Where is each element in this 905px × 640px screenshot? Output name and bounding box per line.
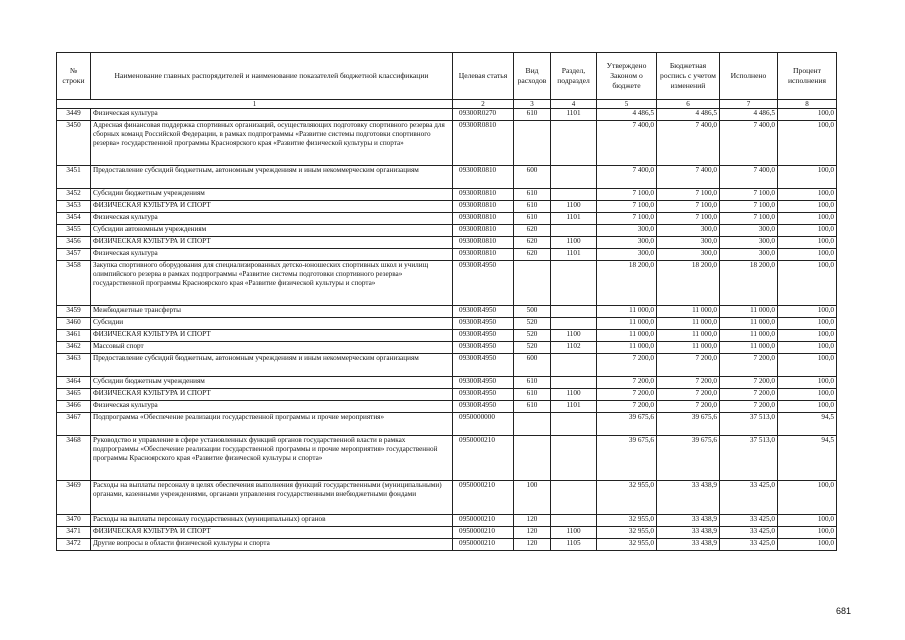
row-number: 3469 [57, 481, 91, 515]
row-schedule: 18 200,0 [657, 261, 720, 306]
row-number: 3454 [57, 213, 91, 225]
row-type: 520 [514, 318, 551, 330]
index-cell: 6 [657, 100, 720, 109]
header-type: Вид расходов [514, 53, 551, 100]
row-executed: 7 100,0 [720, 213, 778, 225]
row-schedule: 39 675,6 [657, 413, 720, 436]
row-name: Закупка спортивного оборудования для специализированных детско-юношеских спортивных школ и училищ олимпийского резерва в рамках подпрограммы «Развитие системы подготовки спортивного резерва» государственной программы Красноярского края «Развитие физической культуры и спорта» [91, 261, 453, 306]
row-executed: 33 425,0 [720, 527, 778, 539]
row-section: 1101 [551, 109, 597, 121]
row-section: 1100 [551, 201, 597, 213]
row-number: 3458 [57, 261, 91, 306]
row-type: 610 [514, 401, 551, 413]
row-name: Субсидии бюджетным учреждениям [91, 377, 453, 389]
budget-table [56, 52, 837, 551]
row-name: ФИЗИЧЕСКАЯ КУЛЬТУРА И СПОРТ [91, 389, 453, 401]
row-approved: 7 100,0 [597, 213, 657, 225]
row-section [551, 436, 597, 481]
row-code: 09300R4950 [453, 354, 514, 377]
table-row [57, 318, 837, 330]
row-executed: 7 200,0 [720, 377, 778, 389]
row-type [514, 121, 551, 166]
row-type: 610 [514, 189, 551, 201]
row-number: 3461 [57, 330, 91, 342]
row-code: 0950000210 [453, 481, 514, 515]
row-executed: 11 000,0 [720, 306, 778, 318]
row-approved: 39 675,6 [597, 436, 657, 481]
row-approved: 300,0 [597, 237, 657, 249]
row-schedule: 7 400,0 [657, 166, 720, 189]
table-row [57, 377, 837, 389]
row-name: ФИЗИЧЕСКАЯ КУЛЬТУРА И СПОРТ [91, 237, 453, 249]
row-code: 09300R4950 [453, 389, 514, 401]
row-percent: 100,0 [778, 354, 837, 377]
row-name: Подпрограмма «Обеспечение реализации государственной программы и прочие мероприятия» [91, 413, 453, 436]
row-type: 600 [514, 354, 551, 377]
row-number: 3451 [57, 166, 91, 189]
row-code: 09300R0810 [453, 189, 514, 201]
row-section [551, 515, 597, 527]
row-code: 09300R4950 [453, 401, 514, 413]
table-row [57, 330, 837, 342]
row-schedule: 7 100,0 [657, 201, 720, 213]
row-executed: 11 000,0 [720, 342, 778, 354]
row-percent: 94,5 [778, 413, 837, 436]
table-row [57, 481, 837, 515]
row-number: 3450 [57, 121, 91, 166]
row-number: 3464 [57, 377, 91, 389]
row-executed: 300,0 [720, 249, 778, 261]
row-name: Физическая культура [91, 109, 453, 121]
row-number: 3466 [57, 401, 91, 413]
table-row [57, 342, 837, 354]
index-cell: 7 [720, 100, 778, 109]
row-type: 610 [514, 201, 551, 213]
row-schedule: 11 000,0 [657, 342, 720, 354]
row-section: 1100 [551, 389, 597, 401]
row-number: 3465 [57, 389, 91, 401]
row-code: 09300R0810 [453, 249, 514, 261]
row-executed: 11 000,0 [720, 330, 778, 342]
row-schedule: 33 438,9 [657, 515, 720, 527]
row-schedule: 7 200,0 [657, 354, 720, 377]
row-approved: 7 400,0 [597, 166, 657, 189]
table-row [57, 225, 837, 237]
row-name: ФИЗИЧЕСКАЯ КУЛЬТУРА И СПОРТ [91, 201, 453, 213]
row-approved: 32 955,0 [597, 515, 657, 527]
row-code: 09300R0810 [453, 121, 514, 166]
row-code: 09300R0810 [453, 201, 514, 213]
row-section: 1100 [551, 237, 597, 249]
row-approved: 7 100,0 [597, 201, 657, 213]
table-row [57, 389, 837, 401]
row-name: ФИЗИЧЕСКАЯ КУЛЬТУРА И СПОРТ [91, 527, 453, 539]
row-code: 0950000210 [453, 436, 514, 481]
row-section [551, 413, 597, 436]
row-name: Субсидии бюджетным учреждениям [91, 189, 453, 201]
row-name: Межбюджетные трансферты [91, 306, 453, 318]
row-approved: 300,0 [597, 249, 657, 261]
row-section: 1101 [551, 249, 597, 261]
row-number: 3453 [57, 201, 91, 213]
row-number: 3470 [57, 515, 91, 527]
row-percent: 100,0 [778, 515, 837, 527]
row-percent: 100,0 [778, 389, 837, 401]
header-num: № строки [57, 53, 91, 100]
row-schedule: 33 438,9 [657, 481, 720, 515]
row-executed: 7 100,0 [720, 201, 778, 213]
row-schedule: 7 200,0 [657, 401, 720, 413]
row-code: 09300R0810 [453, 225, 514, 237]
row-name: Расходы на выплаты персоналу государственных (муниципальных) органов [91, 515, 453, 527]
row-type: 610 [514, 213, 551, 225]
row-percent: 100,0 [778, 166, 837, 189]
row-percent: 100,0 [778, 261, 837, 306]
row-number: 3472 [57, 539, 91, 551]
row-executed: 7 400,0 [720, 121, 778, 166]
table-row [57, 539, 837, 551]
row-section: 1102 [551, 342, 597, 354]
row-executed: 7 200,0 [720, 354, 778, 377]
row-type: 500 [514, 306, 551, 318]
row-approved: 7 400,0 [597, 121, 657, 166]
row-approved: 11 000,0 [597, 306, 657, 318]
row-schedule: 300,0 [657, 237, 720, 249]
row-section [551, 481, 597, 515]
table-row [57, 249, 837, 261]
row-percent: 100,0 [778, 539, 837, 551]
row-executed: 7 200,0 [720, 389, 778, 401]
row-code: 0950000210 [453, 539, 514, 551]
row-schedule: 7 200,0 [657, 389, 720, 401]
row-percent: 100,0 [778, 249, 837, 261]
row-executed: 300,0 [720, 225, 778, 237]
row-name: Физическая культура [91, 213, 453, 225]
row-number: 3459 [57, 306, 91, 318]
row-code: 09300R0810 [453, 237, 514, 249]
row-number: 3456 [57, 237, 91, 249]
row-section: 1101 [551, 213, 597, 225]
row-schedule: 11 000,0 [657, 318, 720, 330]
row-approved: 32 955,0 [597, 539, 657, 551]
row-percent: 100,0 [778, 237, 837, 249]
row-code: 0950000210 [453, 515, 514, 527]
row-percent: 100,0 [778, 201, 837, 213]
row-approved: 7 200,0 [597, 354, 657, 377]
page-number: 681 [836, 606, 852, 616]
row-approved: 18 200,0 [597, 261, 657, 306]
row-percent: 100,0 [778, 109, 837, 121]
row-executed: 7 400,0 [720, 166, 778, 189]
row-type: 610 [514, 389, 551, 401]
row-approved: 300,0 [597, 225, 657, 237]
row-executed: 7 200,0 [720, 401, 778, 413]
row-executed: 7 100,0 [720, 189, 778, 201]
row-section [551, 306, 597, 318]
row-approved: 11 000,0 [597, 342, 657, 354]
row-schedule: 39 675,6 [657, 436, 720, 481]
header-percent: Процент исполнения [778, 53, 837, 100]
header-code: Целевая статья [453, 53, 514, 100]
row-executed: 33 425,0 [720, 539, 778, 551]
row-type [514, 413, 551, 436]
row-name: Адресная финансовая поддержка спортивных организаций, осуществляющих подготовку спортивного резерва для сборных команд Российской Федерации, в рамках подпрограммы «Развитие системы подготовки спортивного резерва» государственной программы Красноярского края «Развитие физической культуры и спорта» [91, 121, 453, 166]
row-number: 3471 [57, 527, 91, 539]
row-section [551, 354, 597, 377]
index-cell: 5 [597, 100, 657, 109]
row-type: 620 [514, 225, 551, 237]
row-schedule: 11 000,0 [657, 306, 720, 318]
row-section [551, 225, 597, 237]
header-row [57, 53, 837, 100]
row-code: 09300R4950 [453, 342, 514, 354]
row-name: Расходы на выплаты персоналу в целях обеспечения выполнения функций государственными (муниципальными) органами, казенными учреждениями, органами управления государственными внебюджетными фондами [91, 481, 453, 515]
row-executed: 33 425,0 [720, 481, 778, 515]
row-executed: 37 513,0 [720, 413, 778, 436]
row-percent: 100,0 [778, 189, 837, 201]
row-percent: 100,0 [778, 401, 837, 413]
row-type: 520 [514, 330, 551, 342]
row-name: Субсидии автономным учреждениям [91, 225, 453, 237]
row-schedule: 7 100,0 [657, 189, 720, 201]
row-number: 3455 [57, 225, 91, 237]
index-cell: 8 [778, 100, 837, 109]
row-approved: 32 955,0 [597, 527, 657, 539]
row-percent: 100,0 [778, 213, 837, 225]
row-type: 600 [514, 166, 551, 189]
row-percent: 100,0 [778, 121, 837, 166]
row-approved: 11 000,0 [597, 330, 657, 342]
row-section [551, 318, 597, 330]
row-type [514, 261, 551, 306]
row-schedule: 7 200,0 [657, 377, 720, 389]
row-code: 09300R0810 [453, 166, 514, 189]
row-number: 3462 [57, 342, 91, 354]
table-row [57, 189, 837, 201]
row-name: Другие вопросы в области физической культуры и спорта [91, 539, 453, 551]
row-section [551, 377, 597, 389]
row-name: Массовый спорт [91, 342, 453, 354]
header-schedule: Бюджетная роспись с учетом изменений [657, 53, 720, 100]
row-name: ФИЗИЧЕСКАЯ КУЛЬТУРА И СПОРТ [91, 330, 453, 342]
row-name: Физическая культура [91, 401, 453, 413]
table-row [57, 436, 837, 481]
header-section: Раздел, подраздел [551, 53, 597, 100]
row-type: 520 [514, 342, 551, 354]
row-approved: 39 675,6 [597, 413, 657, 436]
row-section [551, 166, 597, 189]
table-row [57, 201, 837, 213]
row-name: Физическая культура [91, 249, 453, 261]
row-approved: 7 100,0 [597, 189, 657, 201]
table-row [57, 109, 837, 121]
table-row [57, 121, 837, 166]
table-body [57, 109, 837, 551]
row-section [551, 189, 597, 201]
row-schedule: 33 438,9 [657, 539, 720, 551]
row-section: 1100 [551, 527, 597, 539]
header-executed: Исполнено [720, 53, 778, 100]
row-name: Руководство и управление в сфере установленных функций органов государственной власти в рамках подпрограммы «Обеспечение реализации государственной программы и прочие мероприятия» государственной программы Красноярского края «Развитие физической культуры и спорта» [91, 436, 453, 481]
row-executed: 300,0 [720, 237, 778, 249]
row-type [514, 436, 551, 481]
row-section [551, 261, 597, 306]
row-percent: 100,0 [778, 481, 837, 515]
row-schedule: 7 400,0 [657, 121, 720, 166]
row-number: 3449 [57, 109, 91, 121]
row-approved: 11 000,0 [597, 318, 657, 330]
row-section: 1100 [551, 330, 597, 342]
row-name: Предоставление субсидий бюджетным, автономным учреждениям и иным некоммерческим организациям [91, 354, 453, 377]
row-number: 3463 [57, 354, 91, 377]
table-row [57, 237, 837, 249]
row-number: 3460 [57, 318, 91, 330]
row-type: 610 [514, 377, 551, 389]
row-number: 3467 [57, 413, 91, 436]
row-approved: 4 486,5 [597, 109, 657, 121]
table-row [57, 515, 837, 527]
row-code: 09300R0270 [453, 109, 514, 121]
row-schedule: 300,0 [657, 225, 720, 237]
row-executed: 4 486,5 [720, 109, 778, 121]
table-row [57, 261, 837, 306]
row-percent: 100,0 [778, 225, 837, 237]
row-code: 09300R4950 [453, 330, 514, 342]
table-row [57, 166, 837, 189]
row-percent: 100,0 [778, 306, 837, 318]
row-code: 09300R4950 [453, 377, 514, 389]
row-type: 120 [514, 515, 551, 527]
row-number: 3457 [57, 249, 91, 261]
row-schedule: 11 000,0 [657, 330, 720, 342]
row-number: 3452 [57, 189, 91, 201]
row-type: 100 [514, 481, 551, 515]
row-percent: 100,0 [778, 377, 837, 389]
row-approved: 7 200,0 [597, 401, 657, 413]
row-schedule: 33 438,9 [657, 527, 720, 539]
table-row [57, 413, 837, 436]
row-section: 1105 [551, 539, 597, 551]
index-cell: 1 [57, 100, 453, 109]
row-approved: 7 200,0 [597, 389, 657, 401]
table-row [57, 306, 837, 318]
row-name: Субсидии [91, 318, 453, 330]
row-schedule: 4 486,5 [657, 109, 720, 121]
row-schedule: 300,0 [657, 249, 720, 261]
row-percent: 100,0 [778, 318, 837, 330]
row-executed: 37 513,0 [720, 436, 778, 481]
header-name: Наименование главных распорядителей и наименование показателей бюджетной классификации [91, 53, 453, 100]
row-executed: 11 000,0 [720, 318, 778, 330]
row-number: 3468 [57, 436, 91, 481]
row-schedule: 7 100,0 [657, 213, 720, 225]
row-section [551, 121, 597, 166]
row-type: 620 [514, 249, 551, 261]
row-code: 09300R4950 [453, 261, 514, 306]
row-approved: 32 955,0 [597, 481, 657, 515]
row-code: 09300R4950 [453, 318, 514, 330]
table-row [57, 354, 837, 377]
table-row [57, 401, 837, 413]
row-percent: 100,0 [778, 527, 837, 539]
index-cell: 3 [514, 100, 551, 109]
row-percent: 100,0 [778, 342, 837, 354]
row-type: 620 [514, 237, 551, 249]
row-code: 09300R4950 [453, 306, 514, 318]
row-code: 0950000210 [453, 527, 514, 539]
row-section: 1101 [551, 401, 597, 413]
row-code: 09300R0810 [453, 213, 514, 225]
column-index-row [57, 100, 837, 109]
index-cell: 4 [551, 100, 597, 109]
table-row [57, 213, 837, 225]
row-type: 610 [514, 109, 551, 121]
row-percent: 100,0 [778, 330, 837, 342]
row-type: 120 [514, 527, 551, 539]
index-cell: 2 [453, 100, 514, 109]
row-name: Предоставление субсидий бюджетным, автономным учреждениям и иным некоммерческим организациям [91, 166, 453, 189]
row-type: 120 [514, 539, 551, 551]
header-approved: Утверждено Законом о бюджете [597, 53, 657, 100]
row-code: 0950000000 [453, 413, 514, 436]
row-approved: 7 200,0 [597, 377, 657, 389]
table-row [57, 527, 837, 539]
row-executed: 18 200,0 [720, 261, 778, 306]
row-executed: 33 425,0 [720, 515, 778, 527]
row-percent: 94,5 [778, 436, 837, 481]
